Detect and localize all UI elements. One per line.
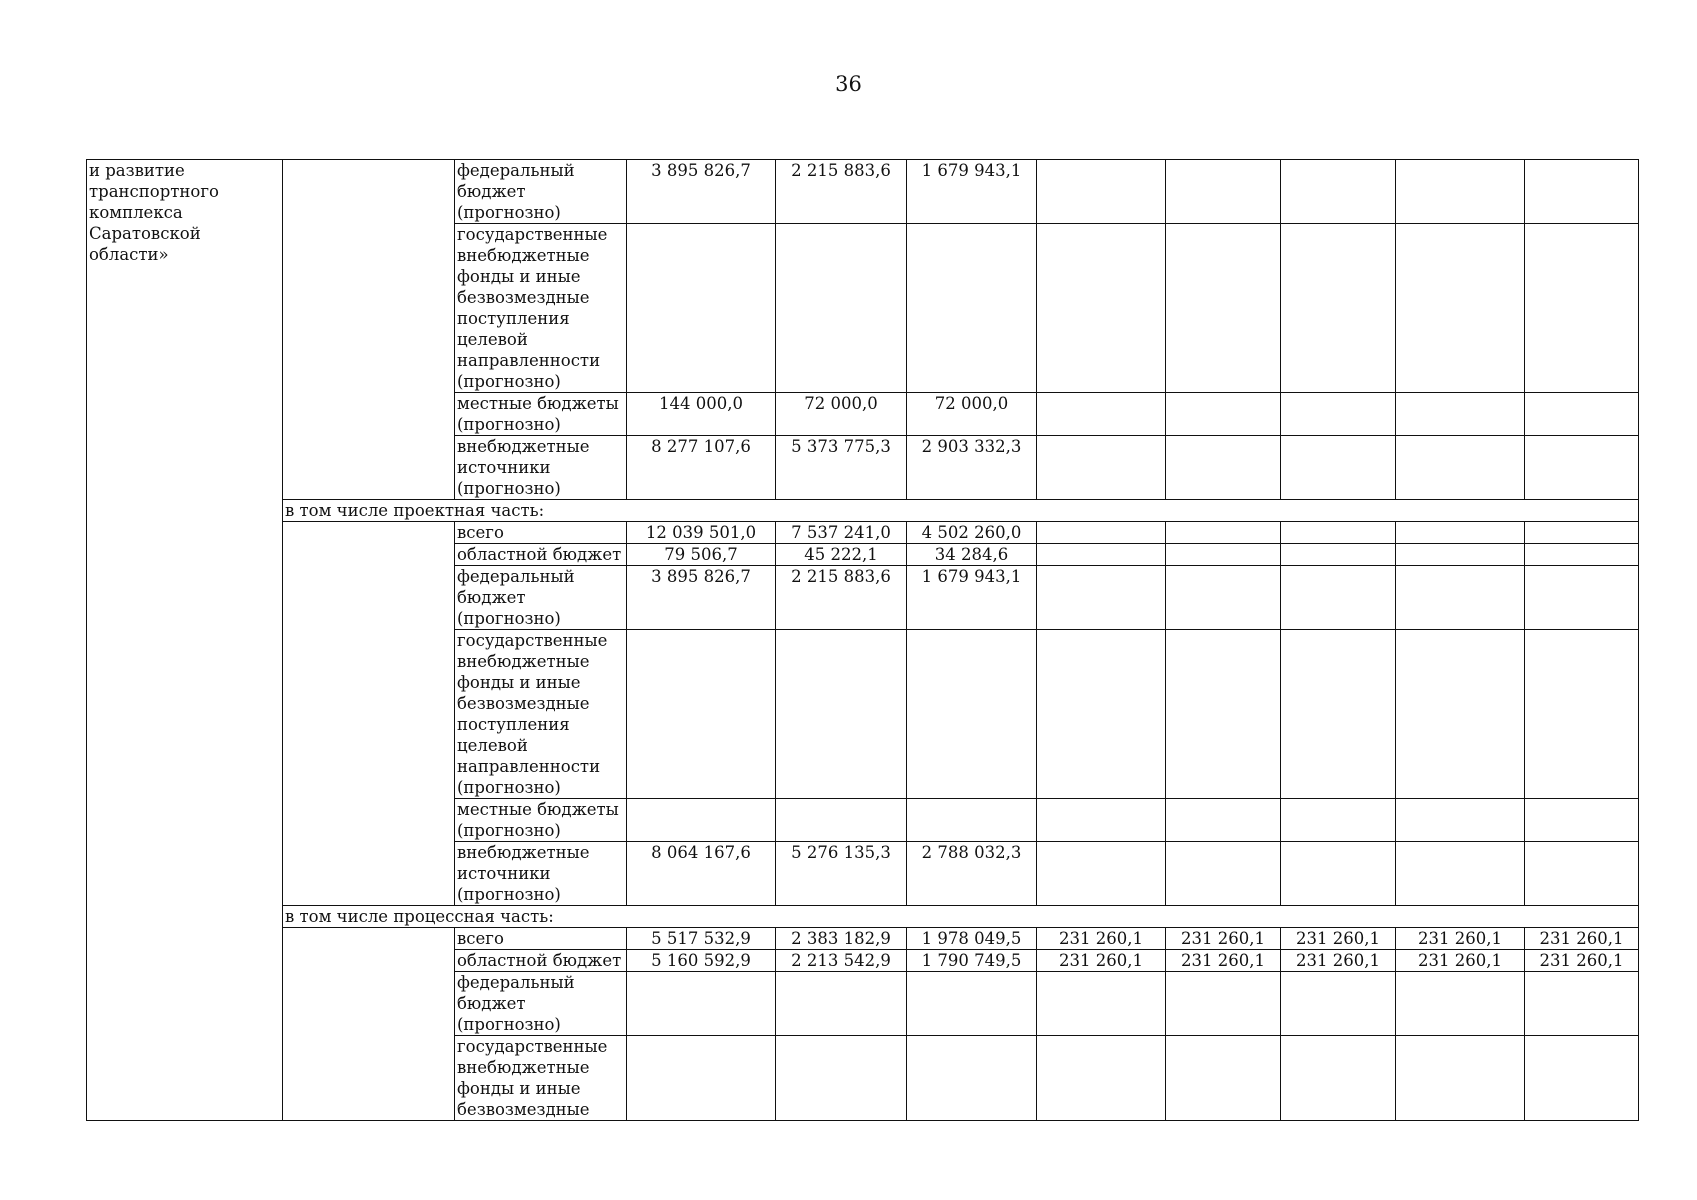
value-cell: [1396, 393, 1525, 436]
funding-source-cell: всего: [455, 522, 627, 544]
value-cell: [1525, 1036, 1639, 1121]
value-cell: 7 537 241,0: [776, 522, 907, 544]
section-row: [87, 906, 1639, 928]
value-cell: [907, 630, 1037, 799]
value-cell: [1396, 1036, 1525, 1121]
value-cell: [1281, 393, 1396, 436]
funding-source-cell: государственные внебюджетные фонды и иные безвозмездные поступления целевой направленности (прогнозно): [455, 224, 627, 393]
budget-table: [86, 159, 1639, 1121]
value-cell: [1281, 566, 1396, 630]
value-cell: [1525, 224, 1639, 393]
value-cell: 1 679 943,1: [907, 160, 1037, 224]
funding-source-cell: местные бюджеты (прогнозно): [455, 393, 627, 436]
value-cell: 2 903 332,3: [907, 436, 1037, 500]
value-cell: [1166, 842, 1281, 906]
value-cell: [1037, 522, 1166, 544]
value-cell: [1166, 1036, 1281, 1121]
value-cell: 231 260,1: [1166, 950, 1281, 972]
executor-cell: [283, 928, 455, 1121]
value-cell: 4 502 260,0: [907, 522, 1037, 544]
value-cell: [1037, 1036, 1166, 1121]
value-cell: [627, 630, 776, 799]
value-cell: 231 260,1: [1281, 950, 1396, 972]
value-cell: [776, 1036, 907, 1121]
section-row: [87, 500, 1639, 522]
value-cell: 1 790 749,5: [907, 950, 1037, 972]
value-cell: [1525, 842, 1639, 906]
value-cell: [1396, 522, 1525, 544]
value-cell: [1525, 566, 1639, 630]
funding-source-cell: федеральный бюджет (прогнозно): [455, 972, 627, 1036]
value-cell: [1166, 436, 1281, 500]
value-cell: [1037, 224, 1166, 393]
value-cell: [1396, 436, 1525, 500]
value-cell: [627, 1036, 776, 1121]
value-cell: 5 276 135,3: [776, 842, 907, 906]
value-cell: [1396, 972, 1525, 1036]
value-cell: 3 895 826,7: [627, 566, 776, 630]
value-cell: [1525, 160, 1639, 224]
value-cell: [1525, 393, 1639, 436]
value-cell: 231 260,1: [1525, 928, 1639, 950]
value-cell: 72 000,0: [776, 393, 907, 436]
value-cell: [1166, 544, 1281, 566]
value-cell: 5 160 592,9: [627, 950, 776, 972]
value-cell: 1 679 943,1: [907, 566, 1037, 630]
value-cell: [1281, 522, 1396, 544]
value-cell: [1281, 436, 1396, 500]
value-cell: 45 222,1: [776, 544, 907, 566]
executor-cell: [283, 522, 455, 906]
value-cell: [627, 224, 776, 393]
value-cell: 5 517 532,9: [627, 928, 776, 950]
value-cell: 8 064 167,6: [627, 842, 776, 906]
value-cell: [1166, 799, 1281, 842]
value-cell: [1525, 630, 1639, 799]
value-cell: [776, 799, 907, 842]
value-cell: [1166, 630, 1281, 799]
value-cell: [1037, 160, 1166, 224]
value-cell: 231 260,1: [1166, 928, 1281, 950]
value-cell: 5 373 775,3: [776, 436, 907, 500]
value-cell: [1396, 842, 1525, 906]
value-cell: 2 215 883,6: [776, 160, 907, 224]
section-title: в том числе процессная часть:: [283, 906, 1639, 928]
value-cell: [1281, 160, 1396, 224]
value-cell: [1281, 544, 1396, 566]
value-cell: [1396, 544, 1525, 566]
value-cell: 144 000,0: [627, 393, 776, 436]
value-cell: [1166, 160, 1281, 224]
funding-source-cell: федеральный бюджет (прогнозно): [455, 160, 627, 224]
value-cell: [776, 630, 907, 799]
value-cell: [1281, 1036, 1396, 1121]
value-cell: [1037, 842, 1166, 906]
value-cell: [1281, 842, 1396, 906]
value-cell: 2 788 032,3: [907, 842, 1037, 906]
value-cell: 34 284,6: [907, 544, 1037, 566]
value-cell: 231 260,1: [1396, 928, 1525, 950]
value-cell: [1037, 566, 1166, 630]
value-cell: [907, 1036, 1037, 1121]
value-cell: [1396, 799, 1525, 842]
value-cell: [1166, 522, 1281, 544]
value-cell: [1281, 224, 1396, 393]
value-cell: [1396, 224, 1525, 393]
value-cell: [1396, 566, 1525, 630]
value-cell: [1037, 630, 1166, 799]
value-cell: 12 039 501,0: [627, 522, 776, 544]
value-cell: 1 978 049,5: [907, 928, 1037, 950]
value-cell: 2 213 542,9: [776, 950, 907, 972]
value-cell: [776, 224, 907, 393]
value-cell: [1396, 630, 1525, 799]
value-cell: 231 260,1: [1037, 950, 1166, 972]
value-cell: [776, 972, 907, 1036]
value-cell: [1166, 566, 1281, 630]
value-cell: [1525, 436, 1639, 500]
funding-source-cell: областной бюджет: [455, 950, 627, 972]
value-cell: [1037, 799, 1166, 842]
value-cell: [1396, 160, 1525, 224]
value-cell: 3 895 826,7: [627, 160, 776, 224]
value-cell: [907, 224, 1037, 393]
value-cell: 231 260,1: [1037, 928, 1166, 950]
funding-source-cell: государственные внебюджетные фонды и иные безвозмездные поступления целевой направленности (прогнозно): [455, 630, 627, 799]
value-cell: 231 260,1: [1396, 950, 1525, 972]
value-cell: [1037, 972, 1166, 1036]
value-cell: [1525, 799, 1639, 842]
funding-source-cell: федеральный бюджет (прогнозно): [455, 566, 627, 630]
value-cell: [1281, 972, 1396, 1036]
value-cell: 8 277 107,6: [627, 436, 776, 500]
value-cell: 231 260,1: [1525, 950, 1639, 972]
value-cell: [1525, 972, 1639, 1036]
value-cell: [1037, 393, 1166, 436]
value-cell: [1037, 436, 1166, 500]
value-cell: [1525, 522, 1639, 544]
value-cell: [1166, 393, 1281, 436]
value-cell: [1281, 799, 1396, 842]
funding-source-cell: внебюджетные источники (прогнозно): [455, 436, 627, 500]
value-cell: [627, 972, 776, 1036]
value-cell: 231 260,1: [1281, 928, 1396, 950]
section-title: в том числе проектная часть:: [283, 500, 1639, 522]
table-row: [87, 160, 1639, 224]
value-cell: [1525, 544, 1639, 566]
funding-source-cell: государственные внебюджетные фонды и иные безвозмездные: [455, 1036, 627, 1121]
value-cell: 72 000,0: [907, 393, 1037, 436]
value-cell: [907, 972, 1037, 1036]
value-cell: 79 506,7: [627, 544, 776, 566]
funding-source-cell: местные бюджеты (прогнозно): [455, 799, 627, 842]
funding-source-cell: областной бюджет: [455, 544, 627, 566]
table-row: [87, 928, 1639, 950]
funding-source-cell: всего: [455, 928, 627, 950]
executor-cell: [283, 160, 455, 500]
table-row: [87, 522, 1639, 544]
program-name-cell: и развитие транспортного комплекса Саратовской области»: [87, 160, 283, 1121]
value-cell: 2 383 182,9: [776, 928, 907, 950]
value-cell: [907, 799, 1037, 842]
value-cell: [627, 799, 776, 842]
page-number: 36: [835, 72, 862, 96]
value-cell: 2 215 883,6: [776, 566, 907, 630]
table-body: [87, 160, 1639, 1121]
value-cell: [1166, 972, 1281, 1036]
value-cell: [1281, 630, 1396, 799]
value-cell: [1037, 544, 1166, 566]
funding-source-cell: внебюджетные источники (прогнозно): [455, 842, 627, 906]
value-cell: [1166, 224, 1281, 393]
